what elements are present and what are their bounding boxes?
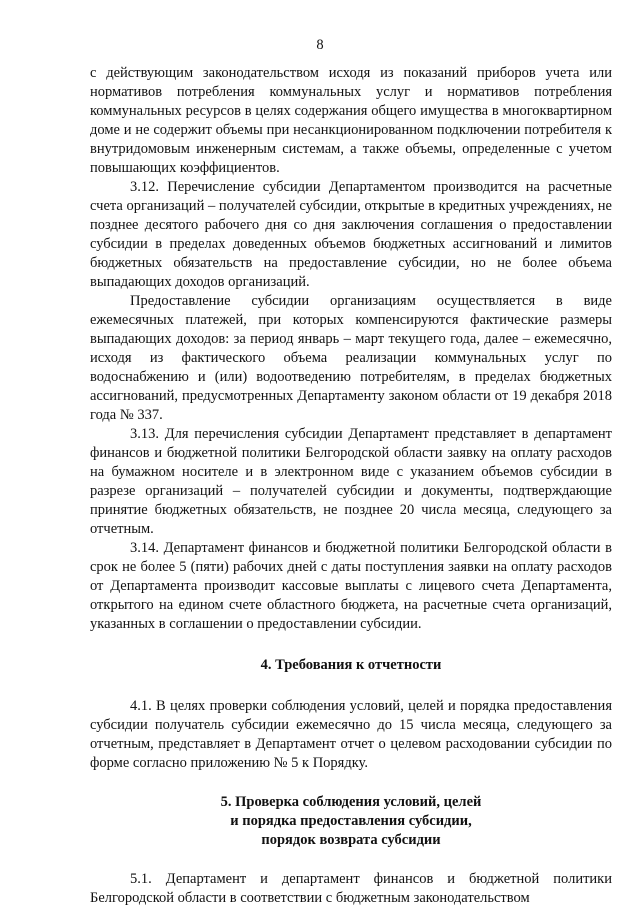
section-heading-5-line-2: и порядка предоставления субсидии, xyxy=(230,813,472,829)
page-number: 8 xyxy=(316,37,324,53)
paragraph-payments: Предоставление субсидии организациям осуществляется в виде ежемесячных платежей, при которых компенсируются фактические размеры выпадающих доходов: за период январь – март текущего года, далее – ежемесячно, исходя из фактического объема реализации коммунальных услуг по водоснабжению и (или) водоотведению потребителям, в пределах бюджетных ассигнований, предусмотренных Департаменту законом области от 19 декабря 2018 года № 337. xyxy=(90,293,612,423)
paragraph-5-1: 5.1. Департамент и департамент финансов и бюджетной политики Белгородской области в соответствии с бюджетным законодательством xyxy=(90,871,612,906)
document-body xyxy=(90,64,612,908)
section-heading-5-line-3: порядок возврата субсидии xyxy=(261,832,441,848)
section-heading-5 xyxy=(90,793,612,850)
section-heading-5-line-1: 5. Проверка соблюдения условий, целей xyxy=(220,794,482,810)
paragraph-3-13: 3.13. Для перечисления субсидии Департамент представляет в департамент финансов и бюджетной политики Белгородской области заявку на оплату расходов на бумажном носителе и в электронном виде с указанием объемов субсидии в разрезе организаций – получателей субсидии и документы, подтверждающие принятие бюджетных обязательств, не позднее 20 числа месяца, следующего за отчетным. xyxy=(90,426,612,537)
paragraph-continuation: с действующим законодательством исходя из показаний приборов учета или нормативов потребления коммунальных услуг и нормативов потребления коммунальных ресурсов в целях содержания общего имущества в многоквартирном доме и не содержит объемы при несанкционированном подключении потребителя к внутридомовым инженерным системам, а также объемы, определенные с учетом повышающих коэффициентов. xyxy=(90,65,612,176)
paragraph-3-12: 3.12. Перечисление субсидии Департаментом производится на расчетные счета организаций – получателей субсидии, открытые в кредитных учреждениях, не позднее десятого рабочего дня со дня заключения соглашения о предоставлении субсидии в пределах доведенных объемов бюджетных ассигнований и лимитов бюджетных обязательств на предоставление субсидии, но не более объема выпадающих доходов организаций. xyxy=(90,179,612,290)
section-heading-4: 4. Требования к отчетности xyxy=(260,657,442,673)
paragraph-4-1: 4.1. В целях проверки соблюдения условий, целей и порядка предоставления субсидии получатель субсидии ежемесячно до 15 числа месяца, следующего за отчетным, представляет в Департамент отчет о целевом расходовании субсидии по форме согласно приложению № 5 к Порядку. xyxy=(90,698,612,771)
paragraph-3-14: 3.14. Департамент финансов и бюджетной политики Белгородской области в срок не более 5 (пяти) рабочих дней с даты поступления заявки на оплату расходов от Департамента производит кассовые выплаты с лицевого счета Департамента, открытого на едином счете областного бюджета, на расчетные счета организаций, указанных в соглашении о предоставлении субсидии. xyxy=(90,540,612,632)
